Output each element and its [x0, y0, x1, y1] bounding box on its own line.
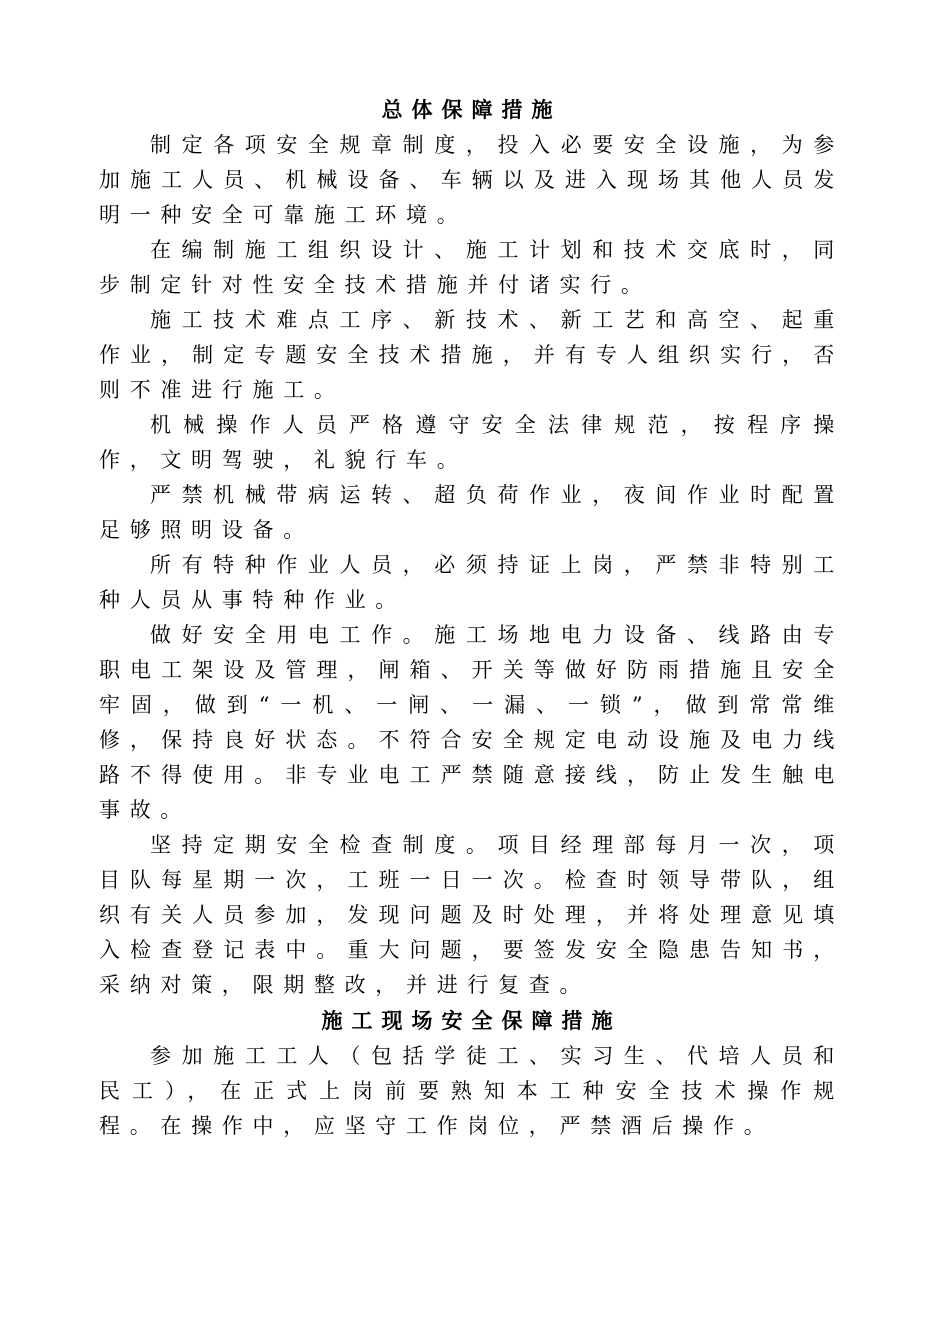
paragraph: 严禁机械带病运转、超负荷作业，夜间作业时配置足够照明设备。	[99, 483, 844, 542]
paragraph: 坚持定期安全检查制度。项目经理部每月一次，项目队每星期一次，工班一日一次。检查时领导带队，组织有关人员参加，发现问题及时处理，并将处理意见填入检查登记表中。重大问题，要签发安全隐患告知书，采纳对策，限期整改，并进行复查。	[99, 833, 844, 997]
paragraph: 机械操作人员严格遵守安全法律规范，按程序操作，文明驾驶，礼貌行车。	[99, 413, 844, 472]
paragraph: 参加施工工人（包括学徒工、实习生、代培人员和民工），在正式上岗前要熟知本工种安全技术操作规程。在操作中，应坚守工作岗位，严禁酒后操作。	[99, 1044, 844, 1138]
paragraph: 施工技术难点工序、新技术、新工艺和高空、起重作业，制定专题安全技术措施，并有专人组织实行，否则不准进行施工。	[99, 308, 844, 402]
document-page	[99, 92, 844, 1144]
paragraph: 所有特种作业人员，必须持证上岗，严禁非特别工种人员从事特种作业。	[99, 553, 844, 612]
paragraph: 在编制施工组织设计、施工计划和技术交底时，同步制定针对性安全技术措施并付诸实行。	[99, 238, 844, 297]
section-title-site-safety: 施工现场安全保障措施	[321, 1008, 622, 1033]
paragraph: 制定各项安全规章制度，投入必要安全设施，为参加施工人员、机械设备、车辆以及进入现场其他人员发明一种安全可靠施工环境。	[99, 133, 844, 227]
section-title-overall-safety: 总体保障措施	[381, 97, 562, 122]
paragraph: 做好安全用电工作。施工场地电力设备、线路由专职电工架设及管理，闸箱、开关等做好防雨措施且安全牢固，做到“一机、一闸、一漏、一锁”，做到常常维修，保持良好状态。不符合安全规定电动设施及电力线路不得使用。非专业电工严禁随意接线，防止发生触电事故。	[99, 623, 844, 822]
